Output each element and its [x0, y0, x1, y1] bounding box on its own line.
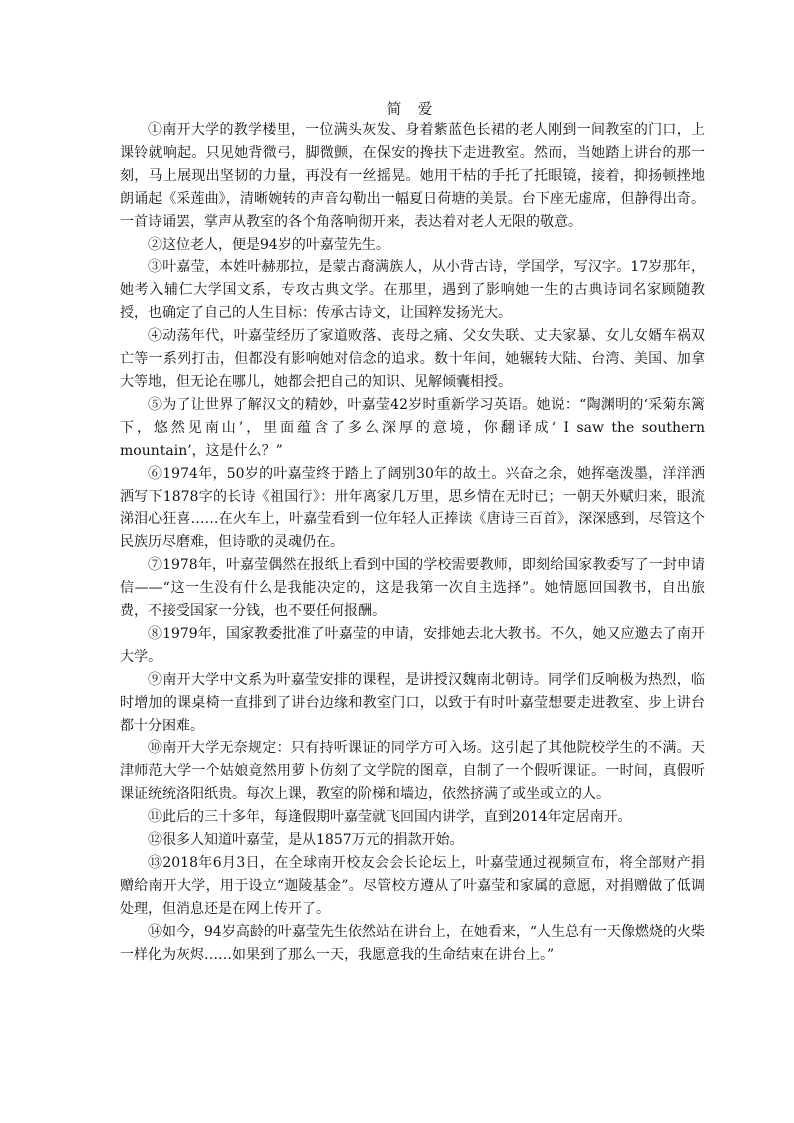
paragraph-7: ⑦1978年，叶嘉莹偶然在报纸上看到中国的学校需要教师，即刻给国家教委写了一封申请信——“这一生没有什么是我能决定的，这是我第一次自主选择”。她情愿回国教书，自出旅费，不接受国家一分钱，也不要任何报酬。	[120, 557, 705, 620]
paragraph-1: ①南开大学的教学楼里，一位满头灰发、身着紫蓝色长裙的老人刚到一间教室的门口，上课铃就响起。只见她背微弓，脚微颤，在保安的搀扶下走进教室。然而，当她踏上讲台的那一刻，马上展现出坚韧的力量，再没有一丝摇晃。她用干枯的手托了托眼镜，接着，抑扬顿挫地朗诵起《采莲曲》，清晰婉转的声音勾勒出一幅夏日荷塘的美景。台下座无虚席，但静得出奇。一首诗诵罢，掌声从教室的各个角落响彻开来，表达着对老人无限的敬意。	[120, 122, 705, 230]
document-page	[120, 96, 705, 967]
paragraph-5: ⑤为了让世界了解汉文的精妙，叶嘉莹42岁时重新学习英语。她说：“陶渊明的‘采菊东篱下，悠然见南山’，里面蕴含了多么深厚的意境，你翻译成‘ I saw the southern mountain’，这是什么？”	[120, 396, 705, 459]
paragraph-13: ⑬2018年6月3日，在全球南开校友会会长论坛上，叶嘉莹通过视频宣布，将全部财产捐赠给南开大学，用于设立“迦陵基金”。尽管校方遵从了叶嘉莹和家属的意愿，对捐赠做了低调处理，但消息还是在网上传开了。	[120, 855, 705, 917]
paragraph-10: ⑩南开大学无奈规定：只有持听课证的同学方可入场。这引起了其他院校学生的不满。天津师范大学一个姑娘竟然用萝卜仿刻了文学院的图章，自制了一个假听课证。一时间，真假听课证统统洛阳纸贵。每次上课，教室的阶梯和墙边，依然挤满了或坐或立的人。	[120, 740, 705, 803]
paragraph-8: ⑧1979年，国家教委批准了叶嘉莹的申请，安排她去北大教书。不久，她又应邀去了南开大学。	[120, 625, 705, 665]
paragraph-4: ④动荡年代，叶嘉莹经历了家道败落、丧母之痛、父女失联、丈夫家暴、女儿女婿车祸双亡等一系列打击，但都没有影响她对信念的追求。数十年间，她辗转大陆、台湾、美国、加拿大等地，但无论在哪儿，她都会把自己的知识、见解倾囊相授。	[120, 328, 705, 390]
paragraph-14: ⑭如今，94岁高龄的叶嘉莹先生依然站在讲台上，在她看来，“人生总有一天像燃烧的火柴一样化为灰烬……如果到了那么一天，我愿意我的生命结束在讲台上。”	[120, 923, 705, 963]
document-title: 简 爱	[386, 102, 439, 118]
paragraph-12: ⑫很多人知道叶嘉莹，是从1857万元的捐款开始。	[148, 832, 464, 849]
paragraph-3: ③叶嘉莹，本姓叶赫那拉，是蒙古裔满族人，从小背古诗，学国学，写汉字。17岁那年，她考入辅仁大学国文系，专攻古典文学。在那里，遇到了影响她一生的古典诗词名家顾随教授，也确定了自己的人生目标：传承古诗文，让国粹发扬光大。	[120, 259, 705, 322]
paragraph-2: ②这位老人，便是94岁的叶嘉莹先生。	[148, 236, 390, 253]
paragraph-9: ⑨南开大学中文系为叶嘉莹安排的课程，是讲授汉魏南北朝诗。同学们反响极为热烈，临时增加的课桌椅一直排到了讲台边缘和教室门口，以致于有时叶嘉莹想要走进教室、步上讲台都十分困难。	[120, 671, 705, 734]
paragraph-6: ⑥1974年，50岁的叶嘉莹终于踏上了阔别30年的故土。兴奋之余，她挥毫泼墨，洋洋洒洒写下1878字的长诗《祖国行》：卅年离家几万里，思乡情在无时已；一朝天外赋归来，眼流涕泪心狂喜……在火车上，叶嘉莹看到一位年轻人正捧读《唐诗三百首》，深深感到，尽管这个民族历尽磨难，但诗歌的灵魂仍在。	[120, 465, 705, 551]
paragraph-11: ⑪此后的三十多年，每逢假期叶嘉莹就飞回国内讲学，直到2014年定居南开。	[148, 809, 632, 826]
